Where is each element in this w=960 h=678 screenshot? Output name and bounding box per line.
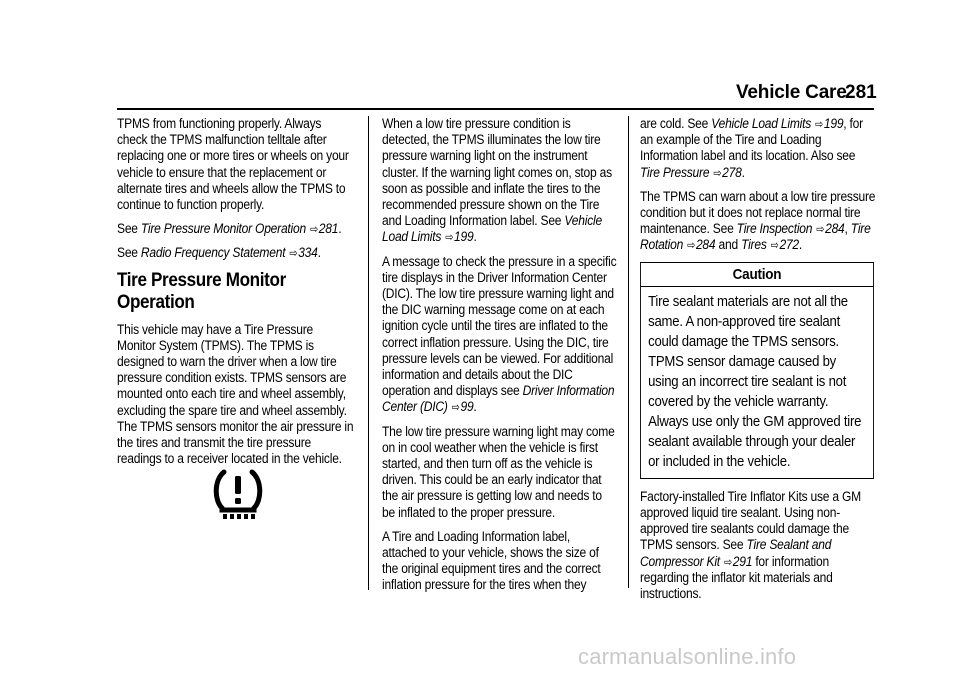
xref-link[interactable]: Driver Information Center (DIC) xyxy=(382,383,615,415)
paragraph-text: When a low tire pressure condition is detected, the TPMS illuminates the low tire pressure warning light on the instrument cluster. If the warning light comes on, stop as soon as possible and inflate the tires to the recommended pressure shown on the Tire and Loading Information label. See xyxy=(382,116,612,229)
xref-page[interactable]: 199 xyxy=(454,229,474,245)
paragraph-text: The TPMS can warn about a low tire pressure condition but it does not replace normal tire maintenance. See xyxy=(640,188,876,237)
paragraph: are cold. See Vehicle Load Limits ⇨199, for an example of the Tire and Loading Information label and its location. Also see Tire Pressure ⇨278. xyxy=(640,116,863,180)
see-prefix: See xyxy=(117,245,141,261)
paragraph: A message to check the pressure in a specific tire displays in the Driver Information Center (DIC). The low tire pressure warning light and the DIC warning message come on at each ignition cycle until the tires are inflated to the correct inflation pressure. Using the DIC, tire pressure levels can be viewed. For additional information and details about the DIC operation and displays see Driver Information Center (DIC) ⇨99. xyxy=(382,253,617,415)
xref-link[interactable]: Vehicle Load Limits xyxy=(382,213,602,245)
paragraph-text: for information regarding the inflator kit materials and instructions. xyxy=(640,553,833,602)
page-number: 281 xyxy=(845,82,877,103)
paragraph: The low tire pressure warning light may come on in cool weather when the vehicle is first started, and then turn off as the vehicle is driven. This could be an early indicator that the air pressure is getting low and needs to be inflated to the proper pressure. xyxy=(382,423,615,520)
xref-link[interactable]: Vehicle Load Limits xyxy=(711,116,812,131)
see-prefix: See xyxy=(117,221,141,237)
column-divider-1 xyxy=(368,116,369,590)
paragraph-text: A message to check the pressure in a specific tire displays in the Driver Information Center (DIC). The low tire pressure warning light and the DIC warning message come on at each ignition cycle until the tires are inflated to the correct inflation pressure. Using the DIC, tire pressure levels can be viewed. For additional information and details about the DIC operation and displays see xyxy=(382,253,617,399)
arrow-icon: ⇨ xyxy=(445,230,454,245)
column-3 xyxy=(640,116,876,610)
tpms-warning-icon xyxy=(210,464,266,522)
see-reference: See Radio Frequency Statement ⇨334. xyxy=(117,245,321,261)
xref-page[interactable]: 99 xyxy=(460,399,474,415)
paragraph: This vehicle may have a Tire Pressure Monitor System (TPMS). The TPMS is designed to warn the driver when a low tire pressure condition exists. TPMS sensors are mounted onto each tire and wheel assembly, excluding the spare tire and wheel assembly. The TPMS sensors monitor the air pressure in the tires and transmit the tire pressure readings to a receiver located in the vehicle. xyxy=(117,321,354,467)
arrow-icon: ⇨ xyxy=(815,117,823,131)
paragraph: A Tire and Loading Information label, attached to your vehicle, shows the size of the original equipment tires and the correct inflation pressure for the tires when they xyxy=(382,528,601,593)
arrow-icon: ⇨ xyxy=(687,238,696,253)
paragraph: When a low tire pressure condition is detected, the TPMS illuminates the low tire pressure warning light on the instrument cluster. If the warning light comes on, stop as soon as possible and inflate the tires to the recommended pressure shown on the Tire and Loading Information label. See Vehicle Load Limits ⇨199. xyxy=(382,116,612,245)
column-divider-2 xyxy=(628,116,629,588)
paragraph-text: are cold. See xyxy=(640,116,712,131)
arrow-icon: ⇨ xyxy=(451,400,460,415)
column-2 xyxy=(382,116,617,602)
xref-page[interactable]: 272 xyxy=(779,237,799,253)
xref-page[interactable]: 334 xyxy=(298,245,318,261)
arrow-icon: ⇨ xyxy=(713,165,722,180)
column-1 xyxy=(117,116,354,475)
xref-link[interactable]: Radio Frequency Statement xyxy=(140,245,286,261)
arrow-icon: ⇨ xyxy=(289,246,298,261)
caution-box xyxy=(640,262,874,479)
header-rule xyxy=(117,108,874,110)
caution-title: Caution xyxy=(641,263,873,287)
arrow-icon: ⇨ xyxy=(770,238,779,253)
xref-page[interactable]: 199 xyxy=(823,116,844,131)
xref-link[interactable]: Tire Rotation xyxy=(640,221,871,253)
see-reference: See Tire Pressure Monitor Operation ⇨281. xyxy=(117,221,342,237)
xref-page[interactable]: 291 xyxy=(732,553,753,569)
xref-link[interactable]: Tire Pressure Monitor Operation xyxy=(140,221,306,237)
arrow-icon: ⇨ xyxy=(309,222,318,237)
xref-page[interactable]: 278 xyxy=(722,164,742,180)
xref-link[interactable]: Tires xyxy=(741,237,767,253)
xref-page[interactable]: 281 xyxy=(318,221,339,237)
arrow-icon: ⇨ xyxy=(816,222,825,237)
paragraph xyxy=(640,489,876,602)
xref-page[interactable]: 284 xyxy=(825,221,845,237)
xref-link[interactable]: Tire Inspection xyxy=(736,221,813,237)
arrow-icon: ⇨ xyxy=(723,554,732,569)
section-heading: Tire Pressure Monitor Operation xyxy=(117,269,286,313)
section-title: Vehicle Care xyxy=(736,82,847,103)
xref-link[interactable]: Tire Pressure xyxy=(640,164,710,180)
paragraph-text: , for an example of the Tire and Loading Information label and its location. Also see xyxy=(640,116,863,164)
conjunction: and xyxy=(715,237,742,253)
paragraph: TPMS from functioning properly. Always check the TPMS malfunction telltale after replacing one or more tires or wheels on your vehicle to ensure that the replacement or alternate tires and wheels allow the TPMS to continue to function properly. xyxy=(117,116,349,213)
xref-link[interactable]: Tire Sealant and Compressor Kit xyxy=(640,537,832,569)
caution-body: Tire sealant materials are not all the same. A non-approved tire sealant could damage the TPMS sensors. TPMS sensor damage caused by using an incorrect tire sealant is not covered by the vehicle warranty. Always use only the GM approved tire sealant available through your dealer or included in the vehicle. xyxy=(648,293,862,470)
watermark: carmanualsonline.info xyxy=(578,644,797,669)
paragraph-text: Factory-installed Tire Inflator Kits use a GM approved liquid tire sealant. Using non-approved tire sealants could damage the TPMS sensors. See xyxy=(640,488,861,553)
xref-page[interactable]: 284 xyxy=(695,237,716,253)
paragraph: The TPMS can warn about a low tire pressure condition but it does not replace normal tire maintenance. See Tire Inspection ⇨284, Tire Rotation ⇨284 and Tires ⇨272. xyxy=(640,188,876,253)
